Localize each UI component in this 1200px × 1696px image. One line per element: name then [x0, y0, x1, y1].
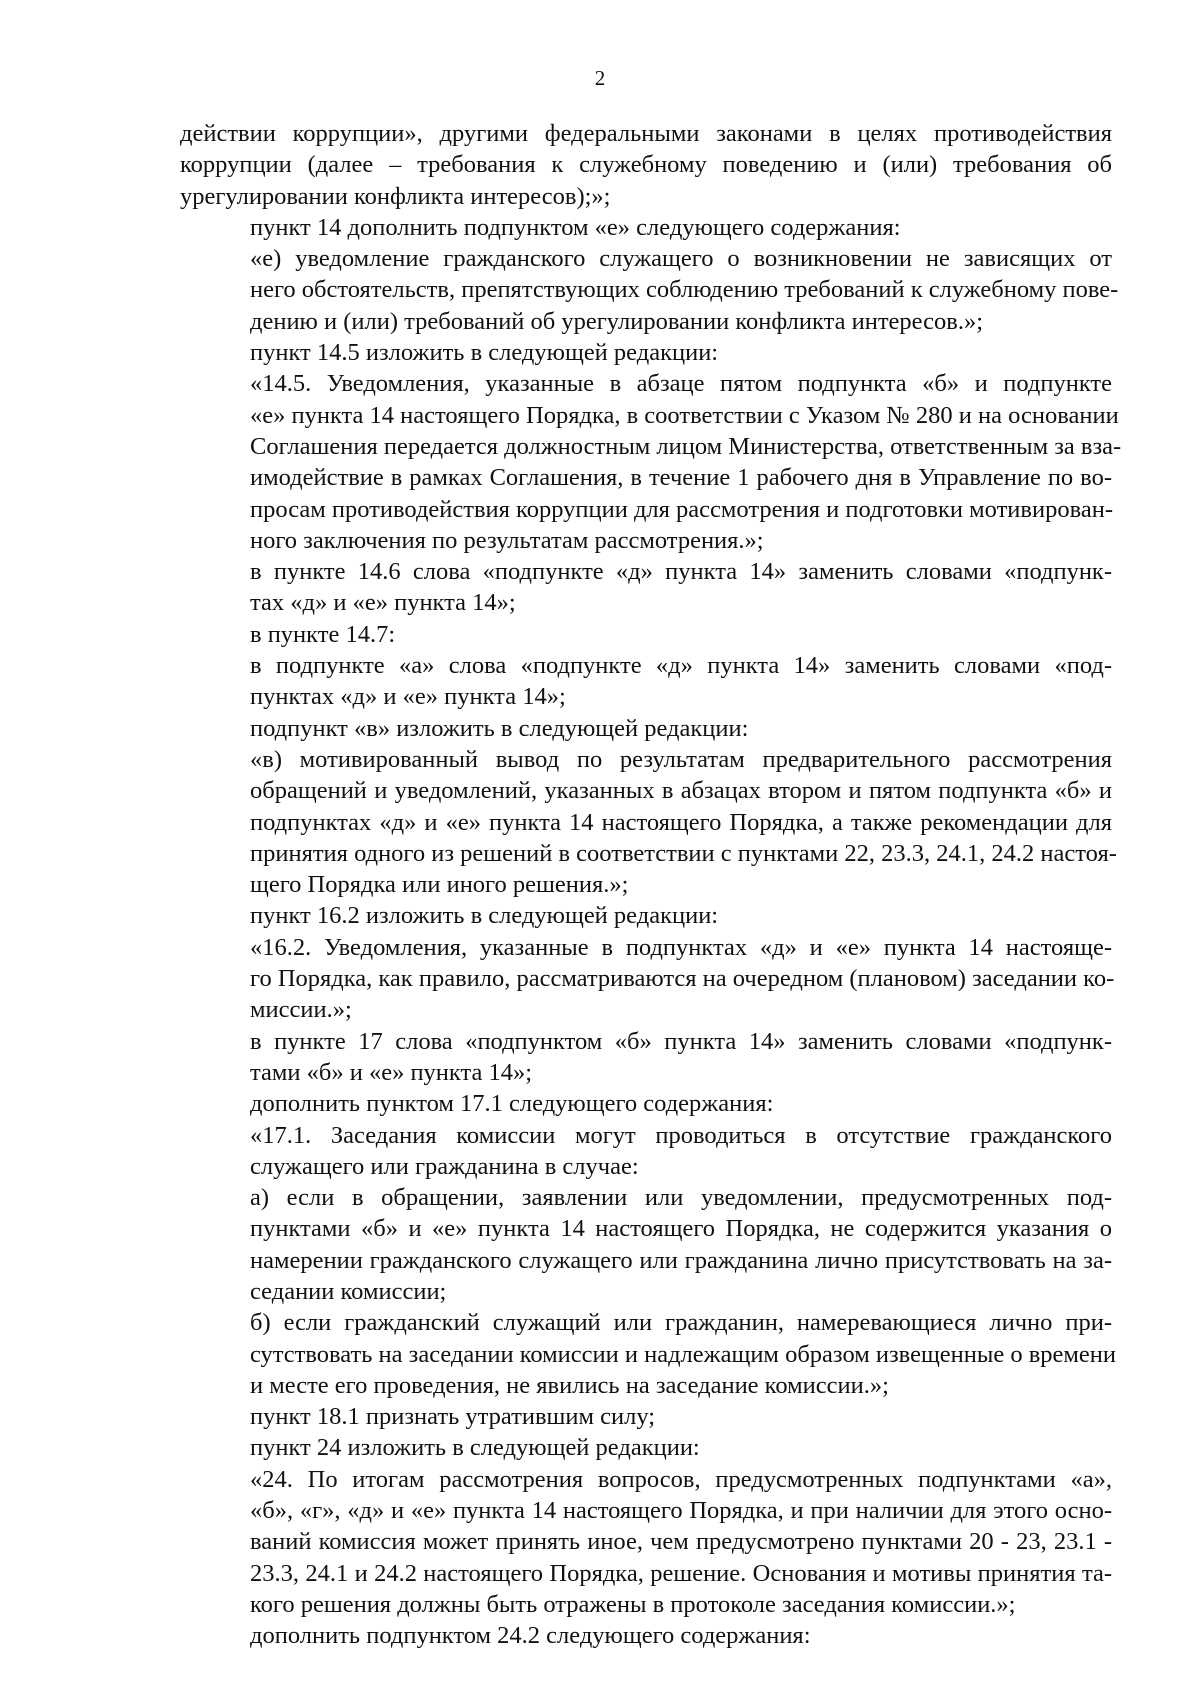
text-line: пункт 14.5 изложить в следующей редакции: — [250, 339, 719, 367]
text-line: го Порядка, как правило, рассматриваются на очередном (плановом) заседании ко- — [250, 965, 1115, 993]
text-line: действии коррупции», другими федеральными законами в целях противодействия — [180, 120, 1112, 147]
paragraph — [180, 556, 1112, 619]
text-line: пункт 18.1 признать утратившим силу; — [250, 1403, 656, 1431]
text-line: урегулировании конфликта интересов);»; — [180, 182, 611, 210]
page-number: 2 — [594, 66, 606, 90]
paragraph — [180, 212, 1112, 243]
text-line: и месте его проведения, не явились на заседание комиссии.»; — [250, 1371, 889, 1399]
text-line: щего Порядка или иного решения.»; — [250, 871, 629, 899]
text-line: седании комиссии; — [250, 1277, 447, 1305]
text-line: а) если в обращении, заявлении или уведомлении, предусмотренных под- — [250, 1184, 1112, 1212]
paragraph — [180, 1026, 1112, 1089]
paragraph — [180, 1432, 1112, 1463]
text-line: «б», «г», «д» и «е» пункта 14 настоящего Порядка, и при наличии для этого осно- — [250, 1497, 1112, 1525]
paragraph — [180, 337, 1112, 368]
text-line: подпункт «в» изложить в следующей редакции: — [250, 714, 749, 742]
text-line: миссии.»; — [250, 996, 352, 1024]
paragraph — [180, 619, 1112, 650]
text-line: «17.1. Заседания комиссии могут проводиться в отсутствие гражданского — [250, 1121, 1112, 1149]
paragraph — [180, 650, 1112, 713]
paragraph — [180, 1182, 1112, 1307]
text-line: в подпункте «а» слова «подпункте «д» пункта 14» заменить словами «под- — [250, 652, 1112, 680]
paragraph — [180, 243, 1119, 337]
paragraph-continuation — [180, 118, 1112, 212]
text-line: дополнить подпунктом 24.2 следующего содержания: — [250, 1622, 811, 1650]
text-line: коррупции (далее – требования к служебному поведению и (или) требования об — [180, 151, 1112, 179]
document-body — [180, 118, 1122, 1652]
text-line: в пункте 14.7: — [250, 620, 396, 648]
text-line: просам противодействия коррупции для рассмотрения и подготовки мотивирован- — [250, 495, 1113, 523]
text-line: ваний комиссия может принять иное, чем предусмотрено пунктами 20 - 23, 23.1 - — [250, 1528, 1112, 1556]
text-line: пунктами «б» и «е» пункта 14 настоящего Порядка, не содержится указания о — [250, 1215, 1112, 1243]
text-line: «в) мотивированный вывод по результатам предварительного рассмотрения — [250, 745, 1112, 773]
text-line: 23.3, 24.1 и 24.2 настоящего Порядка, решение. Основания и мотивы принятия та- — [250, 1559, 1112, 1587]
text-line: тах «д» и «е» пункта 14»; — [250, 589, 516, 617]
text-line: Соглашения передается должностным лицом Министерства, ответственным за вза- — [250, 432, 1122, 460]
paragraph — [180, 1464, 1112, 1620]
text-line: тами «б» и «е» пункта 14»; — [250, 1058, 533, 1086]
text-line: в пункте 17 слова «подпунктом «б» пункта 14» заменить словами «подпунк- — [250, 1027, 1112, 1055]
paragraph — [180, 1120, 1112, 1183]
text-line: «е) уведомление гражданского служащего о возникновении не зависящих от — [250, 245, 1112, 273]
text-line: в пункте 14.6 слова «подпункте «д» пункта 14» заменить словами «подпунк- — [250, 558, 1112, 586]
text-line: имодействие в рамках Соглашения, в течение 1 рабочего дня в Управление по во- — [250, 464, 1112, 492]
text-line: «24. По итогам рассмотрения вопросов, предусмотренных подпунктами «а», — [250, 1465, 1112, 1493]
paragraph — [180, 900, 1112, 931]
text-line: б) если гражданский служащий или гражданин, намеревающиеся лично при- — [250, 1309, 1112, 1337]
text-line: дополнить пунктом 17.1 следующего содержания: — [250, 1090, 774, 1118]
text-line: него обстоятельств, препятствующих соблюдению требований к служебному пове- — [250, 276, 1119, 304]
text-line: сутствовать на заседании комиссии и надлежащим образом извещенные о времени — [250, 1340, 1117, 1368]
text-line: принятия одного из решений в соответствии с пунктами 22, 23.3, 24.1, 24.2 настоя- — [250, 839, 1117, 867]
text-line: подпунктах «д» и «е» пункта 14 настоящего Порядка, а также рекомендации для — [250, 808, 1112, 836]
text-line: служащего или гражданина в случае: — [250, 1152, 639, 1180]
paragraph — [180, 713, 1112, 744]
paragraph — [180, 1401, 1112, 1432]
text-line: «е» пункта 14 настоящего Порядка, в соответствии с Указом № 280 и на основании — [250, 401, 1119, 429]
text-line: кого решения должны быть отражены в протоколе заседания комиссии.»; — [250, 1590, 1016, 1618]
paragraph — [180, 932, 1115, 1026]
text-line: обращений и уведомлений, указанных в абзацах втором и пятом подпункта «б» и — [250, 777, 1112, 805]
text-line: «16.2. Уведомления, указанные в подпунктах «д» и «е» пункта 14 настояще- — [250, 933, 1112, 961]
text-line: пунктах «д» и «е» пункта 14»; — [250, 683, 566, 711]
text-line: пункт 24 изложить в следующей редакции: — [250, 1434, 700, 1462]
text-line: «14.5. Уведомления, указанные в абзаце пятом подпункта «б» и подпункте — [250, 370, 1112, 398]
text-line: намерении гражданского служащего или гражданина лично присутствовать на за- — [250, 1246, 1112, 1274]
text-line: ного заключения по результатам рассмотрения.»; — [250, 526, 764, 554]
text-line: пункт 14 дополнить подпунктом «е» следующего содержания: — [250, 213, 901, 241]
text-line: дению и (или) требований об урегулировании конфликта интересов.»; — [250, 307, 984, 335]
paragraph — [180, 1088, 1112, 1119]
paragraph — [180, 744, 1117, 900]
text-line: пункт 16.2 изложить в следующей редакции: — [250, 902, 719, 930]
paragraph — [180, 1307, 1117, 1401]
paragraph — [180, 1620, 1112, 1651]
paragraph — [180, 368, 1122, 556]
